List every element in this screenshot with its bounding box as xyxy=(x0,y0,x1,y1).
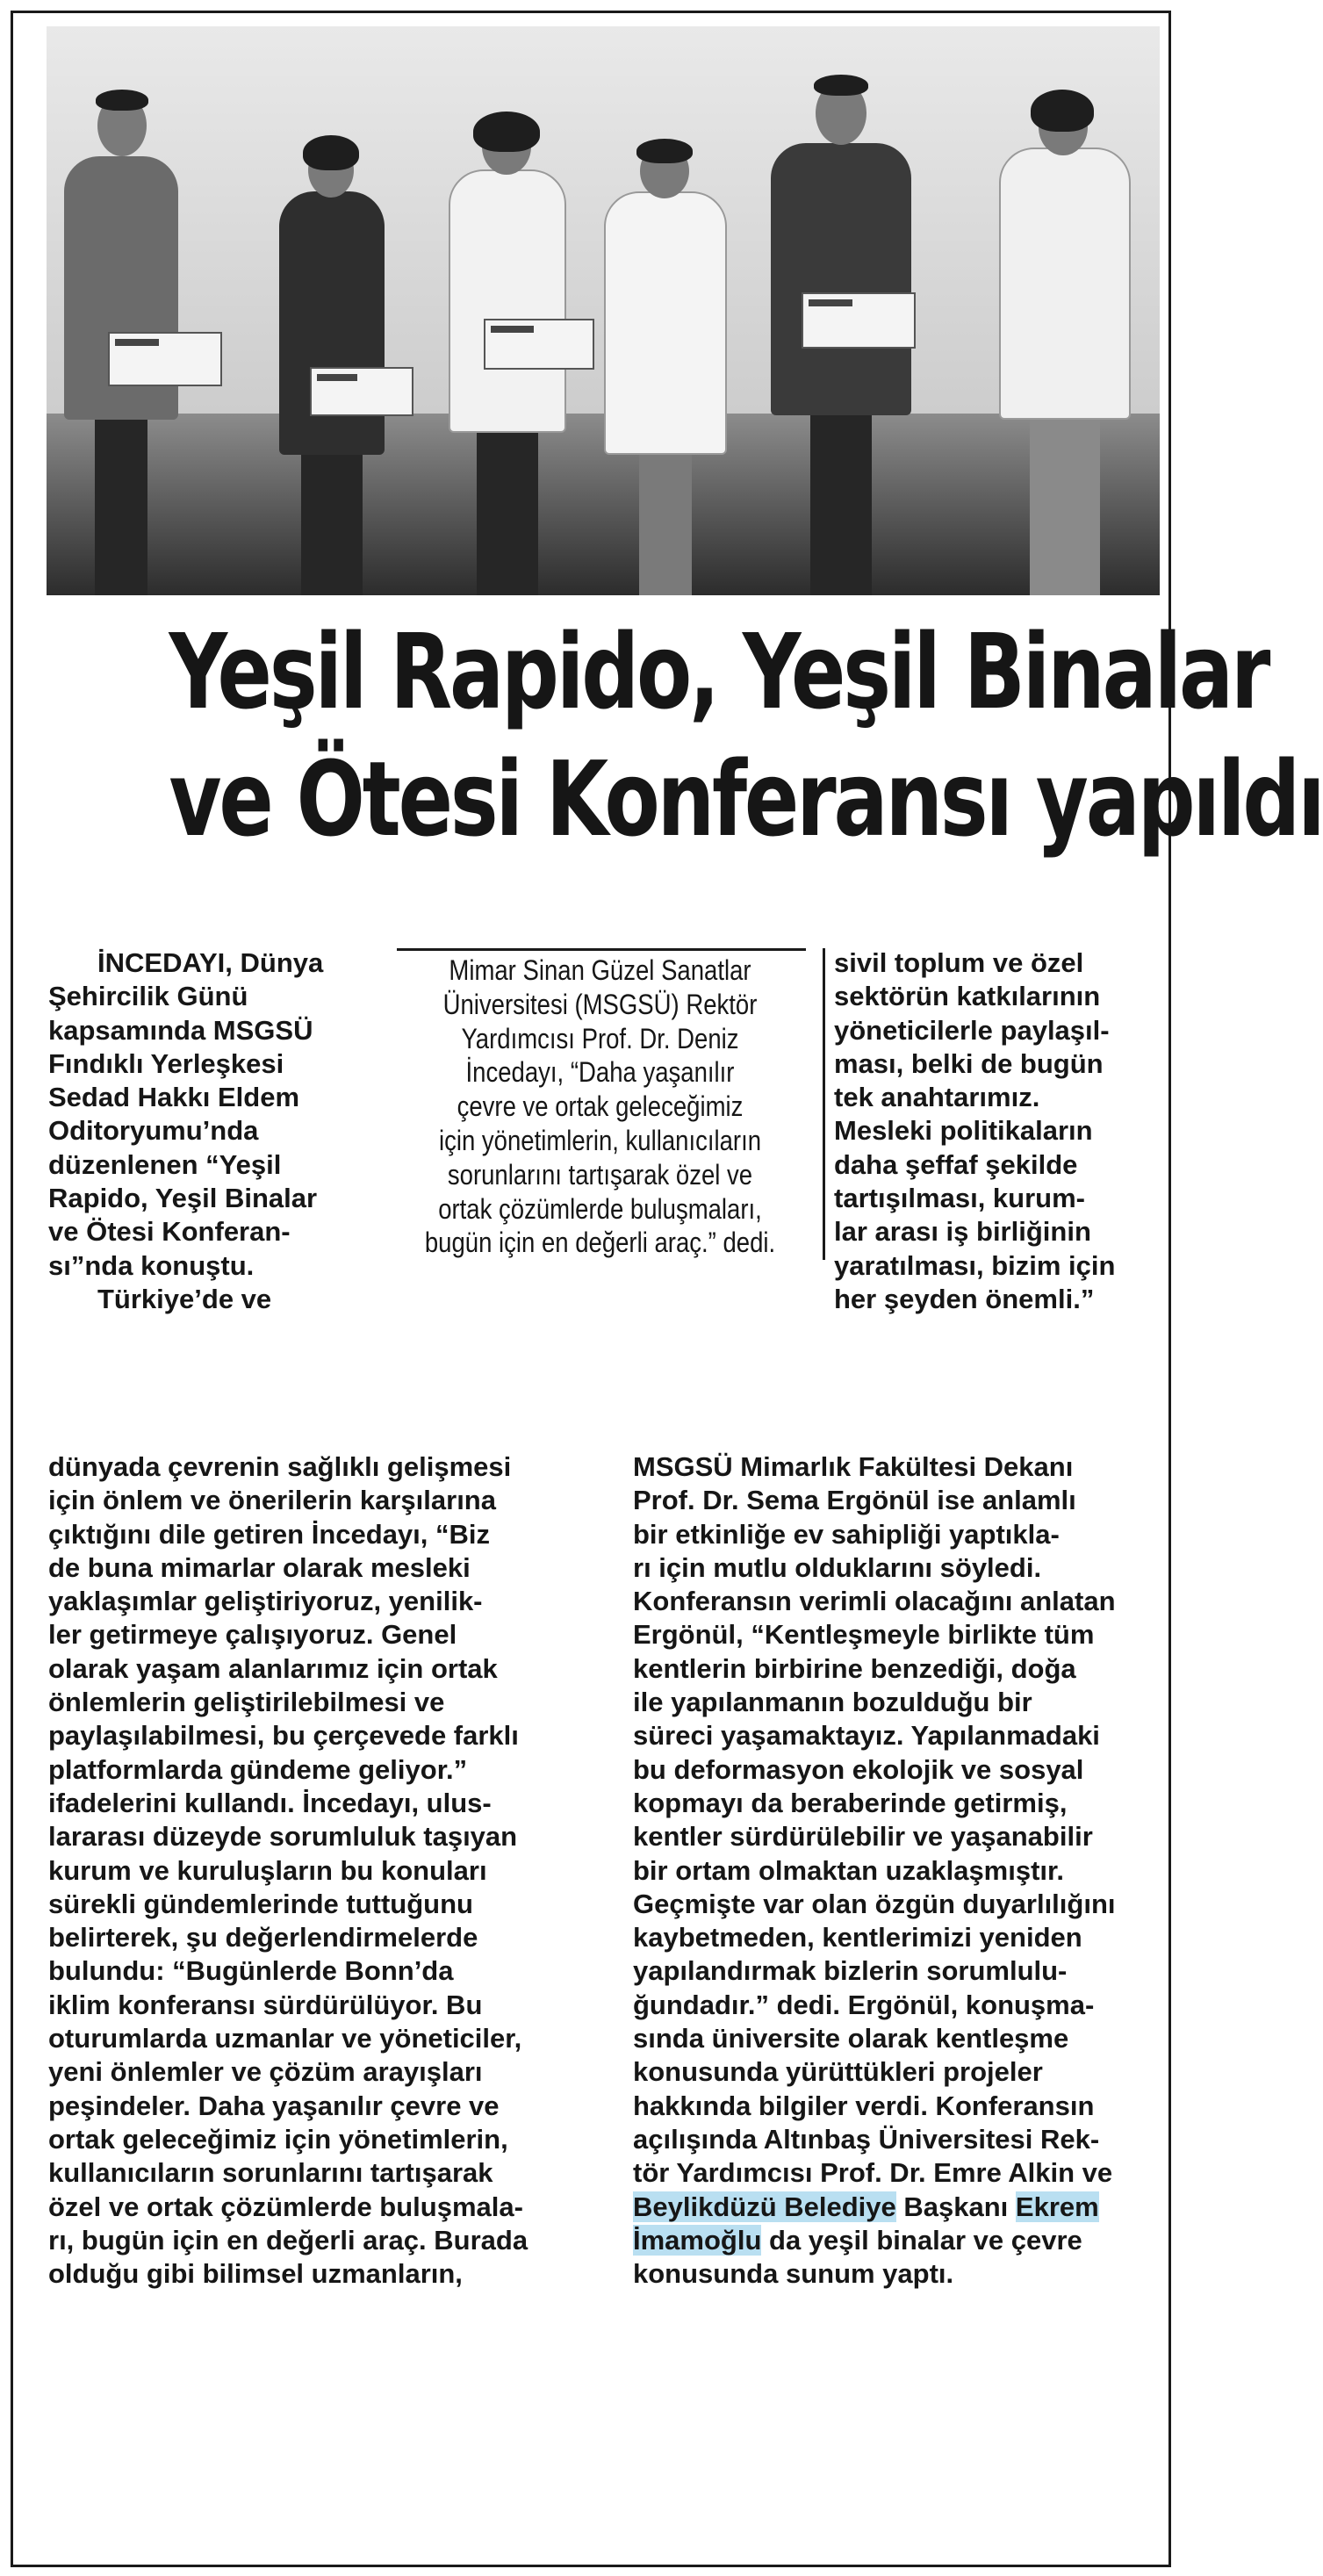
text-line: oturumlarda uzmanlar ve yöneticiler, xyxy=(48,2023,522,2054)
quote-line: ortak çözümlerde buluşmaları, xyxy=(438,1192,762,1225)
headline-line-1: Yeşil Rapido, Yeşil Binalar xyxy=(169,611,1269,732)
quote-line: bugün için en değerli araç.” dedi. xyxy=(424,1227,776,1259)
text-line: konusunda sunum yaptı. xyxy=(633,2258,954,2290)
text-line: ortak geleceğimiz için yönetimlerin, xyxy=(48,2123,508,2155)
text-line: platformlarda gündeme geliyor.” xyxy=(48,1753,468,1785)
quote-line: Mimar Sinan Güzel Sanatlar xyxy=(449,954,751,986)
article-column-lower-left xyxy=(48,1450,528,2291)
text-line: her şeyden önemli.” xyxy=(834,1283,1095,1314)
headline-line-2: ve Ötesi Konferansı yapıldı xyxy=(169,738,1323,860)
group-photo xyxy=(47,26,1160,595)
text-line-highlighted xyxy=(633,2224,1116,2257)
text-line: önlemlerin geliştirilebilmesi ve xyxy=(48,1687,445,1718)
text-line: sı”nda konuştu. xyxy=(48,1249,255,1281)
text-line: süreci yaşamaktayız. Yapılanmadaki xyxy=(633,1720,1100,1752)
text-line: ile yapılanmanın bozulduğu bir xyxy=(633,1687,1032,1718)
text-line: kentlerin birbirine benzediği, doğa xyxy=(633,1652,1076,1684)
quote-line: sorunlarını tartışarak özel ve xyxy=(447,1158,753,1191)
highlight-imamoglu: İmamoğlu xyxy=(633,2224,762,2256)
text-line: Oditoryumu’nda xyxy=(48,1115,259,1147)
text-fragment: da yeşil binalar ve çevre xyxy=(761,2224,1082,2256)
text-line: özel ve ortak çözümlerde buluşmala- xyxy=(48,2191,523,2222)
text-line: sında üniversite olarak kentleşme xyxy=(633,2023,1069,2054)
text-line: MSGSÜ Mimarlık Fakültesi Dekanı xyxy=(633,1451,1074,1482)
text-line: rı, bugün için en değerli araç. Burada xyxy=(48,2224,528,2256)
text-line: de buna mimarlar olarak mesleki xyxy=(48,1551,471,1583)
text-line: Şehircilik Günü xyxy=(48,981,248,1012)
pull-quote xyxy=(377,948,825,1260)
text-line: tek anahtarımız. xyxy=(834,1082,1040,1113)
quote-line: Üniversitesi (MSGSÜ) Rektör xyxy=(442,988,758,1020)
headline xyxy=(169,610,1323,865)
text-line: kaybetmeden, kentlerimizi yeniden xyxy=(633,1922,1082,1954)
text-line: konusunda yürüttükleri projeler xyxy=(633,2056,1043,2088)
text-line: tartışılması, kurum- xyxy=(834,1183,1085,1214)
text-line: Rapido, Yeşil Binalar xyxy=(48,1183,318,1214)
text-line: yeni önlemler ve çözüm arayışları xyxy=(48,2056,483,2088)
text-line: düzenlenen “Yeşil xyxy=(48,1148,282,1180)
text-line: olarak yaşam alanlarımız için ortak xyxy=(48,1652,498,1684)
text-line: Konferansın verimli olacağını anlatan xyxy=(633,1586,1116,1617)
text-line: bulundu: “Bugünlerde Bonn’da xyxy=(48,1955,454,1987)
person-figure xyxy=(600,104,731,595)
text-line: kullanıcıların sorunlarını tartışarak xyxy=(48,2157,493,2189)
text-line: daha şeffaf şekilde xyxy=(834,1148,1078,1180)
quote-line: Yardımcısı Prof. Dr. Deniz xyxy=(461,1022,739,1054)
text-line: ve Ötesi Konferan- xyxy=(48,1216,291,1248)
quote-line: çevre ve ortak geleceğimiz xyxy=(457,1090,744,1123)
text-fragment: Başkanı xyxy=(895,2191,1016,2222)
text-line: ğundadır.” dedi. Ergönül, konuşma- xyxy=(633,1989,1095,2020)
article-frame xyxy=(11,11,1323,2567)
highlight-ekrem: Ekrem xyxy=(1015,2191,1099,2222)
text-line: yöneticilerle paylaşıl- xyxy=(834,1014,1110,1046)
text-line: sektörün katkılarının xyxy=(834,981,1101,1012)
person-figure xyxy=(275,104,389,595)
text-line: belirterek, şu değerlendirmelerde xyxy=(48,1922,478,1954)
text-line: sivil toplum ve özel xyxy=(834,947,1084,978)
text-line: lar arası iş birliğinin xyxy=(834,1216,1091,1248)
text-line: kopmayı da beraberinde getirmiş, xyxy=(633,1787,1068,1818)
text-line: için önlem ve önerilerin karşılarına xyxy=(48,1485,496,1516)
article-column-lower-right xyxy=(633,1450,1116,2291)
pull-quote-rule xyxy=(397,948,806,951)
text-line: sürekli gündemlerinde tuttuğunu xyxy=(48,1888,473,1919)
text-line: dünyada çevrenin sağlıklı gelişmesi xyxy=(48,1451,512,1482)
text-line: lararası düzeyde sorumluluk taşıyan xyxy=(48,1821,518,1853)
text-line: Geçmişte var olan özgün duyarlılığını xyxy=(633,1888,1116,1919)
text-line: yaklaşımlar geliştiriyoruz, yenilik- xyxy=(48,1586,483,1617)
text-line: çıktığını dile getiren İncedayı, “Biz xyxy=(48,1518,491,1550)
text-line: ler getirmeye çalışıyoruz. Genel xyxy=(48,1619,457,1651)
text-line: kapsamında MSGSÜ xyxy=(48,1014,313,1046)
text-line: olduğu gibi bilimsel uzmanların, xyxy=(48,2258,463,2290)
person-figure xyxy=(990,60,1140,595)
text-line: yapılandırmak bizlerin sorumlulu- xyxy=(633,1955,1068,1987)
person-figure xyxy=(55,60,187,595)
text-line: Sedad Hakkı Eldem xyxy=(48,1082,300,1113)
text-line-highlighted xyxy=(633,2191,1116,2224)
text-line: tör Yardımcısı Prof. Dr. Emre Alkin ve xyxy=(633,2157,1113,2189)
text-line: paylaşılabilmesi, bu çerçevede farklı xyxy=(48,1720,519,1752)
text-line: Mesleki politikaların xyxy=(834,1115,1093,1147)
text-line: yaratılması, bizim için xyxy=(834,1249,1116,1281)
text-line: kurum ve kuruluşların bu konuları xyxy=(48,1854,487,1886)
person-figure xyxy=(442,82,573,595)
quote-line: İncedayı, “Daha yaşanılır xyxy=(465,1056,735,1089)
text-line: bir etkinliğe ev sahipliği yaptıkla- xyxy=(633,1518,1060,1550)
text-line: bu deformasyon ekolojik ve sosyal xyxy=(633,1753,1084,1785)
text-line: Prof. Dr. Sema Ergönül ise anlamlı xyxy=(633,1485,1076,1516)
text-line: açılışında Altınbaş Üniversitesi Rek- xyxy=(633,2123,1100,2155)
text-line: bir ortam olmaktan uzaklaşmıştır. xyxy=(633,1854,1065,1886)
article-column-1 xyxy=(48,946,323,1316)
text-line: kentler sürdürülebilir ve yaşanabilir xyxy=(633,1821,1093,1853)
highlight-beylikduzu: Beylikdüzü Belediye xyxy=(633,2191,896,2222)
text-line: ması, belki de bugün xyxy=(834,1047,1104,1079)
text-line: İNCEDAYI, Dünya xyxy=(97,947,324,978)
text-line: ifadelerini kullandı. İncedayı, ulus- xyxy=(48,1787,492,1818)
text-line: hakkında bilgiler verdi. Konferansın xyxy=(633,2090,1095,2121)
text-line: Fındıklı Yerleşkesi xyxy=(48,1047,284,1079)
text-line: Ergönül, “Kentleşmeyle birlikte tüm xyxy=(633,1619,1095,1651)
text-line: peşindeler. Daha yaşanılır çevre ve xyxy=(48,2090,500,2121)
text-line: rı için mutlu olduklarını söyledi. xyxy=(633,1551,1042,1583)
text-line: iklim konferansı sürdürülüyor. Bu xyxy=(48,1989,483,2020)
quote-line: için yönetimlerin, kullanıcıların xyxy=(438,1124,762,1156)
text-line: Türkiye’de ve xyxy=(97,1283,272,1314)
person-figure xyxy=(766,47,916,595)
article-column-2 xyxy=(834,946,1115,1316)
